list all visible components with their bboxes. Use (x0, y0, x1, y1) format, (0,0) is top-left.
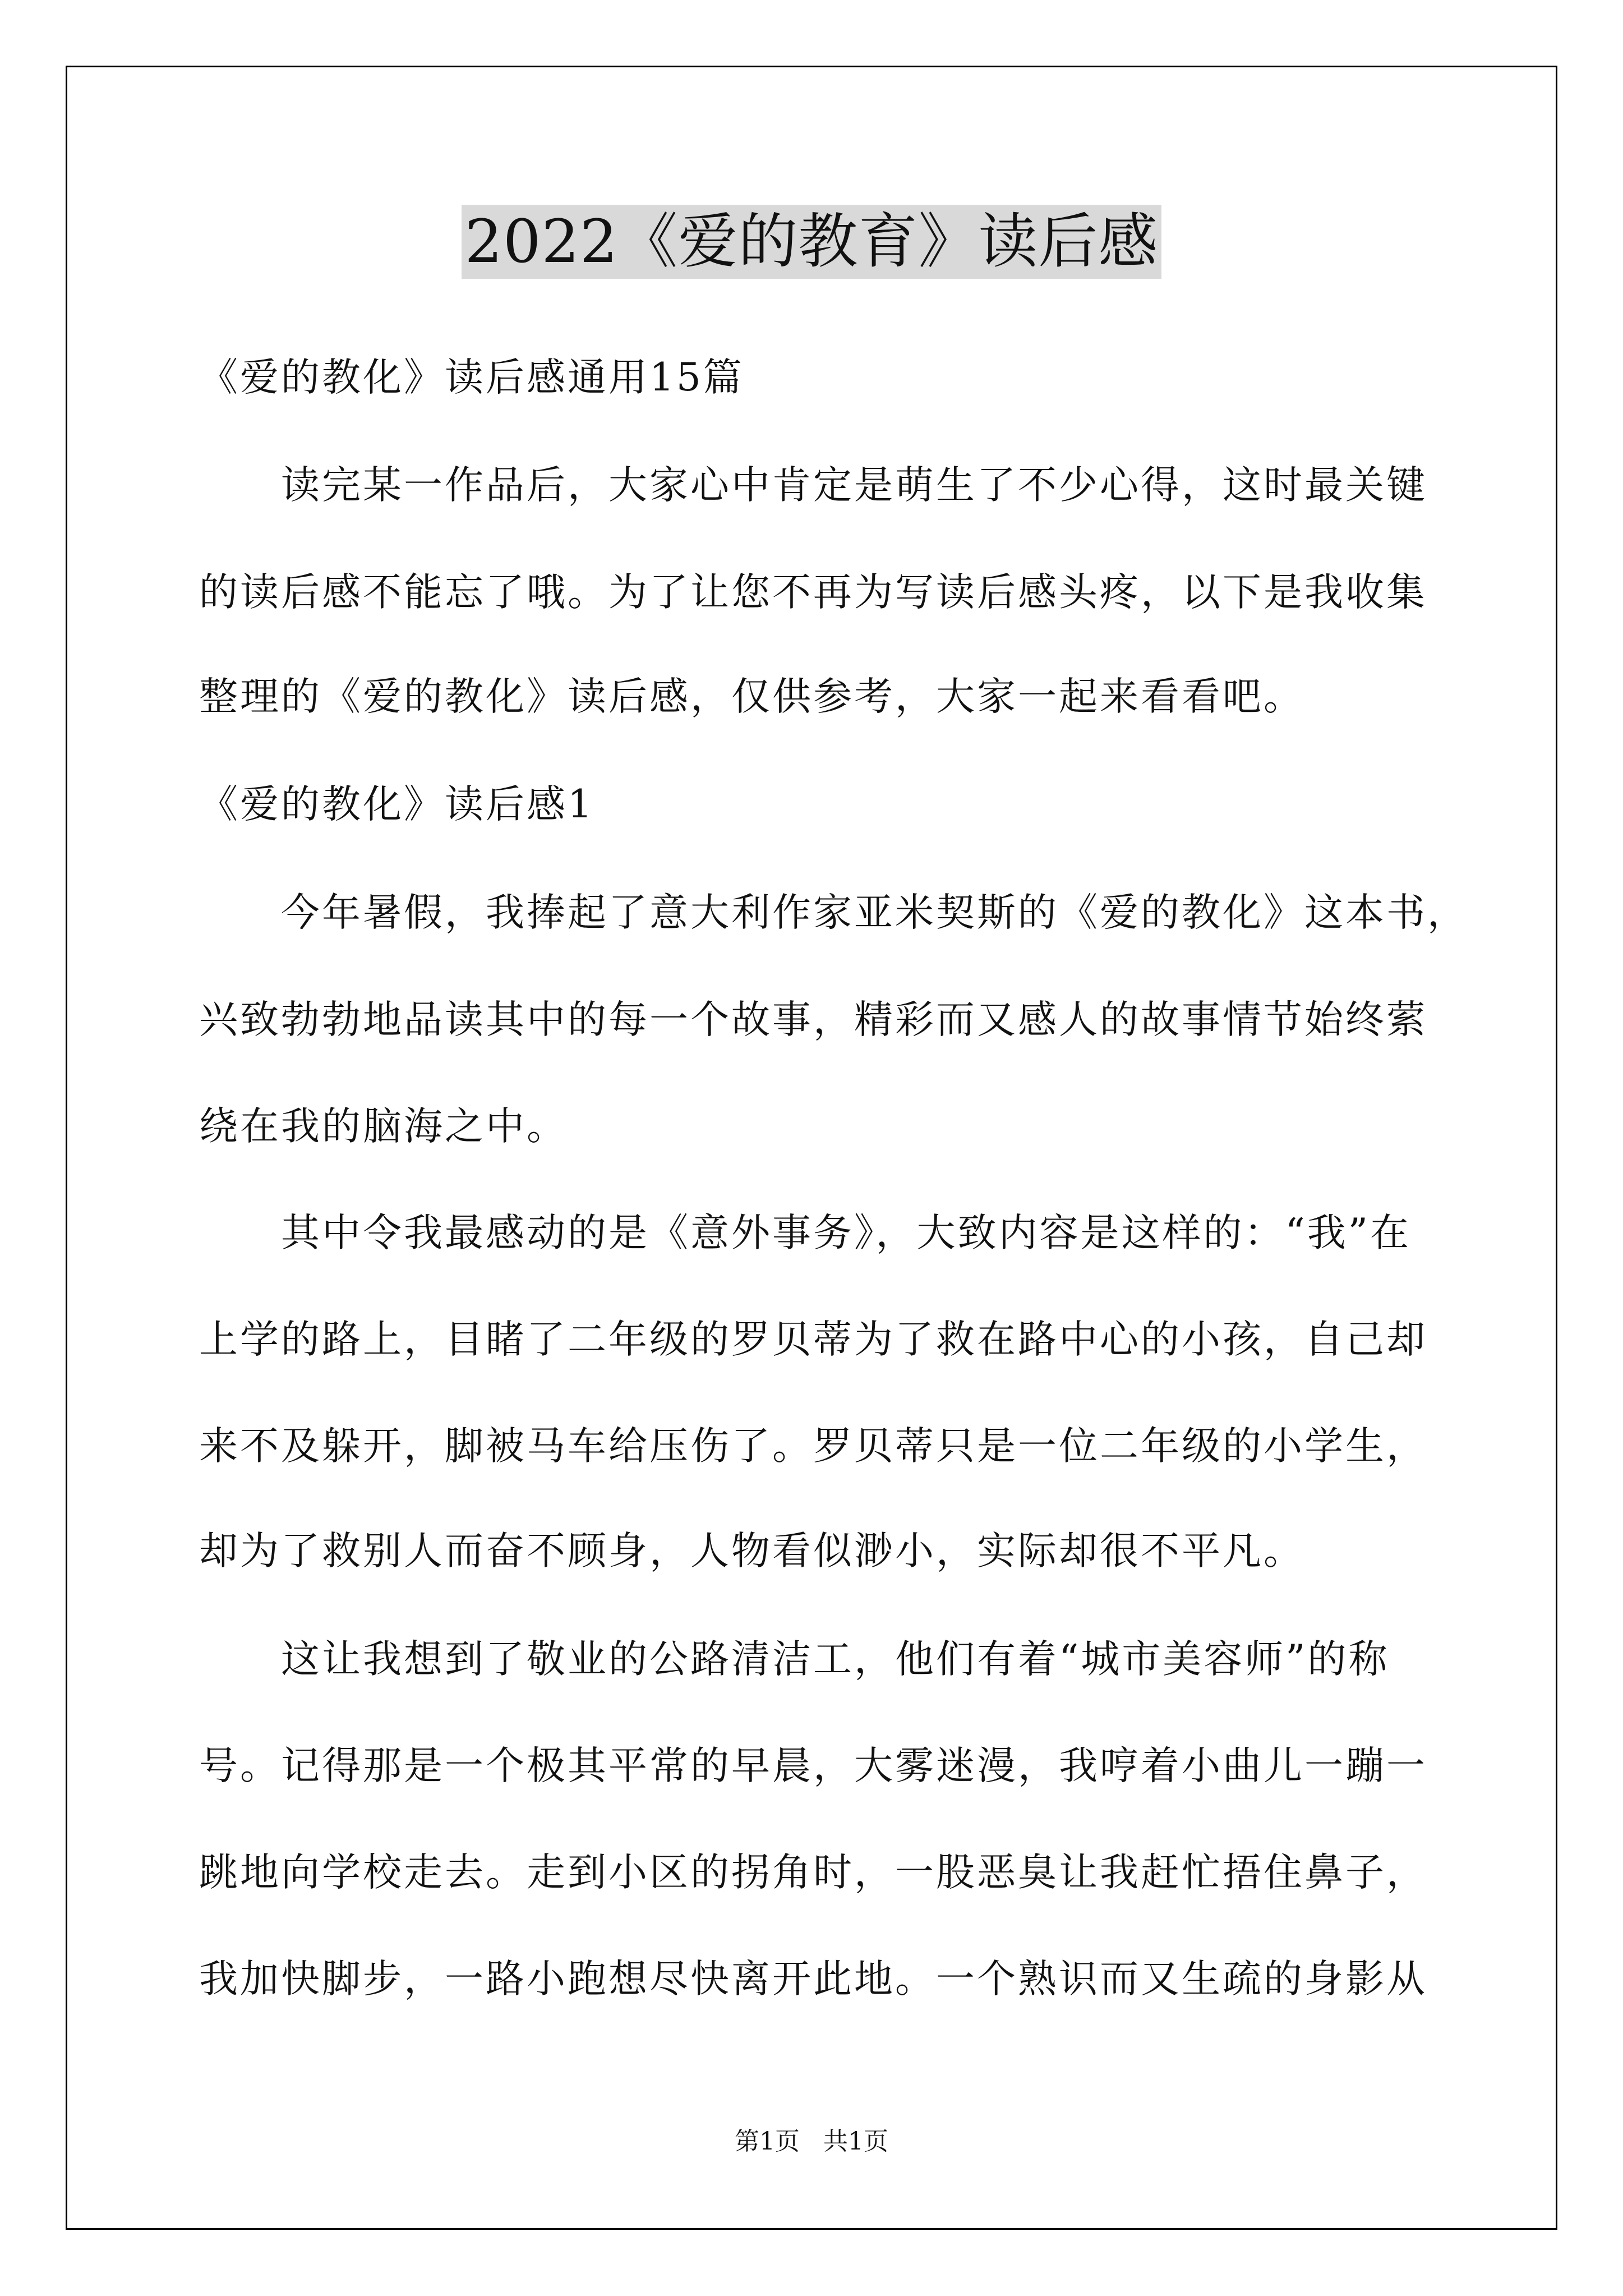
paragraph-line: 绕在我的脑海之中。 (199, 1104, 568, 1149)
paragraph-line: 却为了救别人而奋不顾身，人物看似渺小，实际却很不平凡。 (199, 1529, 1304, 1573)
paragraph-line: 我加快脚步，一路小跑想尽快离开此地。一个熟识而又生疏的身影从 (199, 1957, 1427, 2001)
page-footer: 第1页 共1页 (735, 2127, 888, 2156)
paragraph-line: 跳地向学校走去。走到小区的拐角时，一股恶臭让我赶忙捂住鼻子， (199, 1850, 1427, 1895)
paragraph-line: 读完某一作品后，大家心中肯定是萌生了不少心得，这时最关键 (199, 463, 1427, 508)
paragraph-line: 来不及躲开，脚被马车给压伤了。罗贝蒂只是一位二年级的小学生， (199, 1424, 1427, 1469)
paragraph-line: 今年暑假，我捧起了意大利作家亚米契斯的《爱的教化》这本书， (199, 890, 1468, 935)
paragraph-line: 整理的《爱的教化》读后感，仅供参考，大家一起来看看吧。 (199, 674, 1304, 719)
section-heading: 《爱的教化》读后感1 (199, 782, 594, 827)
paragraph-line: 的读后感不能忘了哦。为了让您不再为写读后感头疼，以下是我收集 (199, 570, 1427, 615)
title-container (0, 205, 1623, 279)
paragraph-line: 上学的路上，目睹了二年级的罗贝蒂为了救在路中心的小孩，自己却 (199, 1317, 1427, 1362)
paragraph-line: 号。记得那是一个极其平常的早晨，大雾迷漫，我哼着小曲儿一蹦一 (199, 1743, 1427, 1788)
subtitle-line: 《爱的教化》读后感通用15篇 (199, 355, 744, 400)
paragraph-line: 其中令我最感动的是《意外事务》，大致内容是这样的：“我”在 (199, 1211, 1412, 1255)
paragraph-line: 兴致勃勃地品读其中的每一个故事，精彩而又感人的故事情节始终萦 (199, 997, 1427, 1042)
document-title: 2022《爱的教育》读后感 (462, 205, 1162, 279)
paragraph-line: 这让我想到了敬业的公路清洁工，他们有着“城市美容师”的称 (199, 1637, 1390, 1682)
